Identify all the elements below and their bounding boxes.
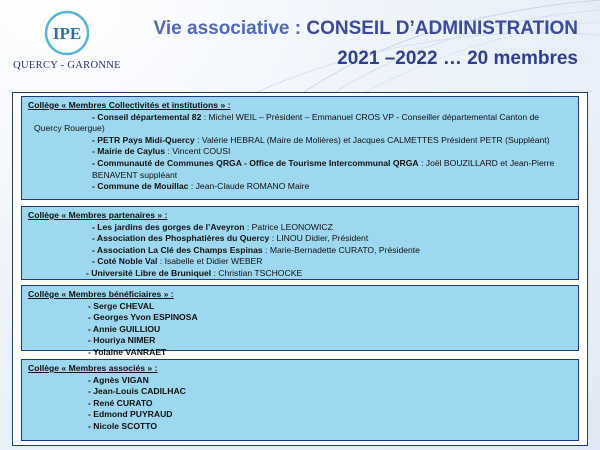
list-item: - Communauté de Communes QRGA - Office de Tourisme Intercommunal QRGA : Joël BOUZILLARD et Jean-Pierre	[92, 157, 555, 168]
college-partenaires	[21, 206, 579, 280]
list-item: - Serge CHEVAL	[88, 300, 155, 311]
college-associes	[21, 359, 579, 441]
title-main: CONSEIL D’ADMINISTRATION	[306, 18, 578, 39]
list-item: - Université Libre de Bruniquel : Christian TSCHOCKE	[86, 267, 303, 278]
logo-mark-icon	[42, 10, 92, 56]
list-item: - Association La Clé des Champs Espinas : Marie-Bernadette CURATO, Présidente	[92, 244, 420, 255]
list-item: - Houriya NIMER	[88, 335, 156, 346]
college-collectivites	[21, 96, 579, 200]
title-line-2: 2021 –2022 … 20 membres	[337, 48, 578, 69]
ipe-logo	[12, 10, 122, 80]
college-title: Collège « Membres partenaires » :	[28, 210, 168, 220]
list-item: - Edmond PUYRAUD	[88, 409, 173, 420]
page-title	[154, 14, 578, 74]
list-item: - PETR Pays Midi-Quercy : Valérie HEBRAL (Maire de Molières) et Jacques CALMETTES Président PETR (Suppléant)	[92, 134, 550, 145]
list-item: - Coté Noble Val : Isabelle et Didier WEBER	[92, 256, 263, 267]
list-item: Quercy Rouergue)	[34, 123, 105, 134]
college-title: Collège « Membres Collectivités et institutions » :	[28, 100, 231, 110]
list-item: - Nicole SCOTTO	[88, 420, 158, 431]
title-prefix: Vie associative :	[153, 18, 307, 39]
list-item: - Yolaine VANRAET	[88, 346, 167, 357]
college-title: Collège « Membres associés » :	[28, 363, 158, 373]
content-frame	[12, 92, 588, 446]
list-item: - Association des Phosphatières du Quercy : LINOU Didier, Président	[92, 233, 369, 244]
logo-letters: IPE	[52, 24, 82, 43]
list-item: - Annie GUILLIOU	[88, 323, 161, 334]
title-line-1	[154, 14, 578, 44]
logo-text: QUERCY - GARONNE	[13, 60, 121, 71]
list-item: - Commune de Mouillac : Jean-Claude ROMANO Maire	[92, 181, 310, 192]
list-item: - Conseil départemental 82 : Michel WEIL – Président – Emmanuel CROS VP - Conseiller départemental Canton de	[92, 111, 540, 122]
list-item: - René CURATO	[88, 397, 153, 408]
list-item: BENAVENT suppléant	[92, 169, 178, 180]
college-beneficiaires	[21, 285, 579, 357]
list-item: - Agnès VIGAN	[88, 374, 149, 385]
college-title: Collège « Membres bénéficiaires » :	[28, 289, 174, 299]
list-item: - Georges Yvon ESPINOSA	[88, 312, 198, 323]
list-item: - Jean-Louis CADILHAC	[88, 386, 186, 397]
list-item: - Les jardins des gorges de l’Aveyron : Patrice LEONOWICZ	[92, 221, 333, 232]
list-item: - Mairie de Caylus : Vincent COUSI	[92, 146, 231, 157]
